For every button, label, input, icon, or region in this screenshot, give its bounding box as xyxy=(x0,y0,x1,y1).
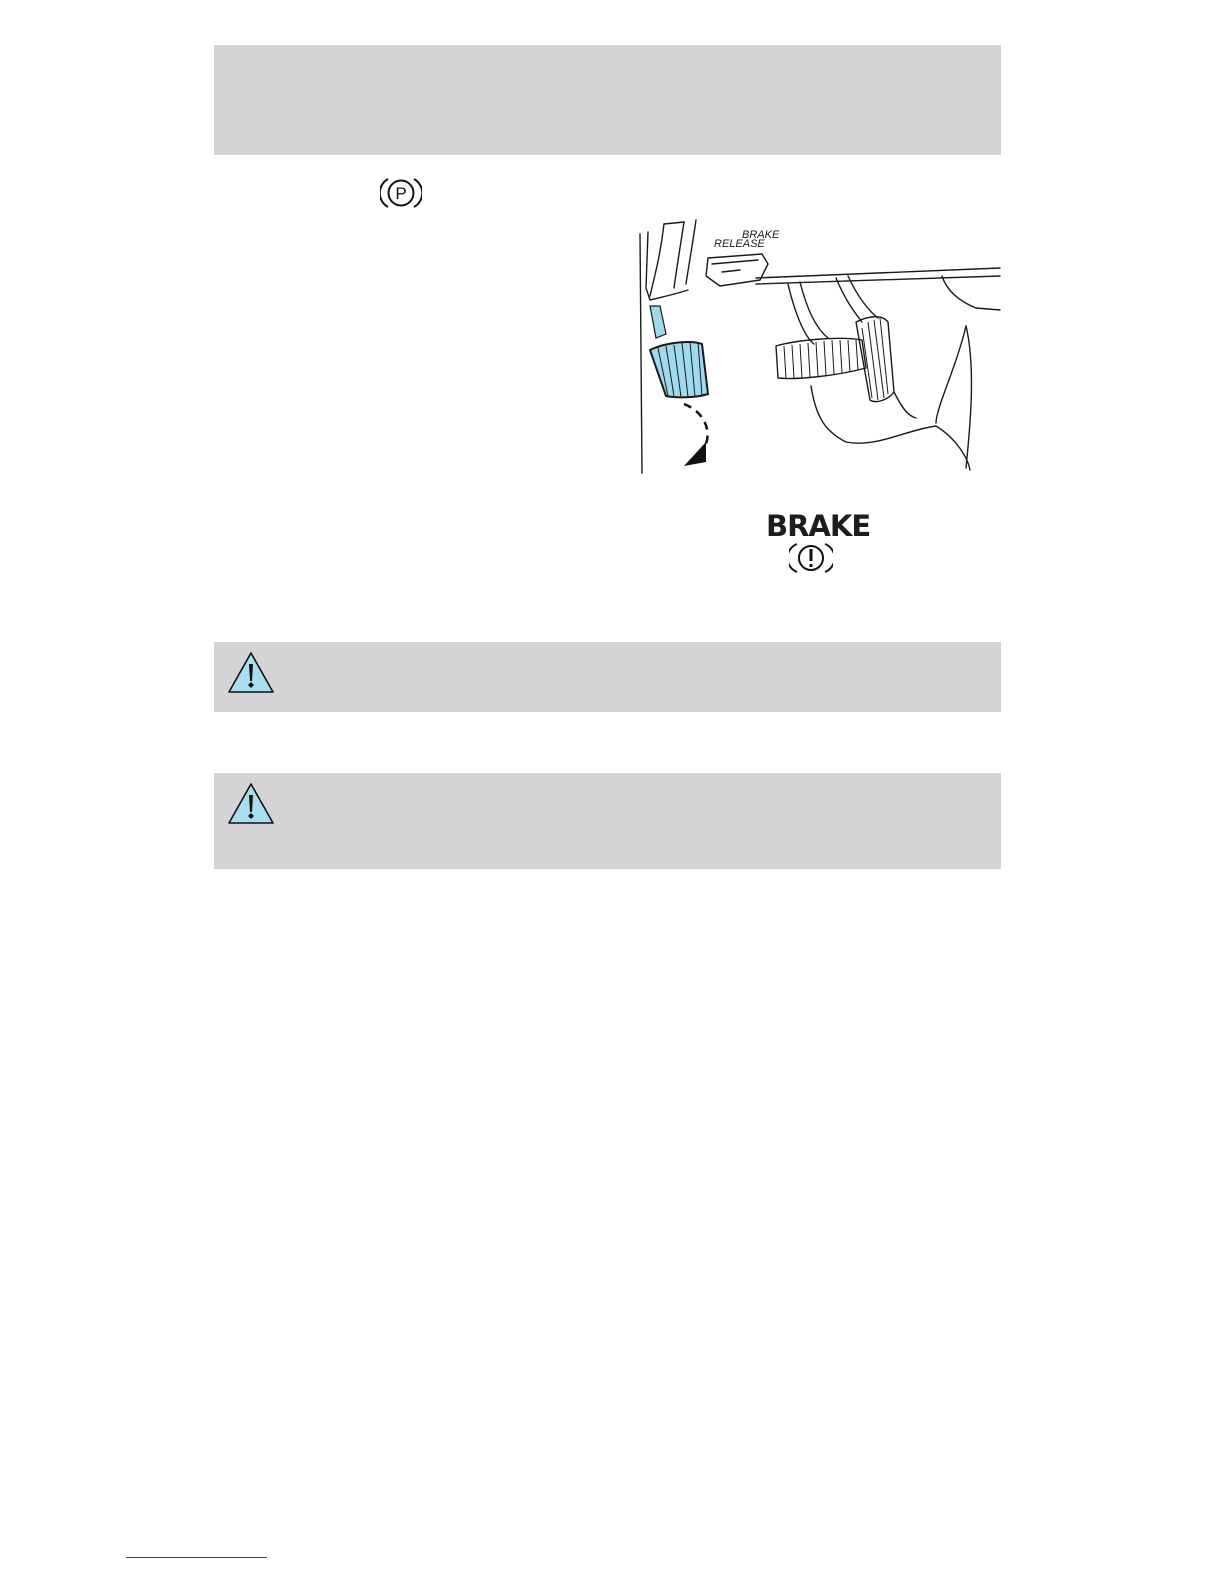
brake-warning-icon xyxy=(789,542,833,574)
brake-release-callout-line1: BRAKE xyxy=(742,229,780,241)
header-band xyxy=(214,45,1001,155)
brake-warning-label: BRAKE xyxy=(766,509,871,543)
parking-brake-illustration xyxy=(636,218,1002,476)
parking-brake-icon xyxy=(380,176,422,210)
warning-triangle-icon xyxy=(226,781,276,827)
warning-box-1 xyxy=(214,642,1001,712)
warning-triangle-icon xyxy=(226,650,276,696)
parking-brake-letter: P xyxy=(395,184,407,203)
footer-link-underline[interactable] xyxy=(126,1557,267,1558)
brake-warning-lamp xyxy=(766,509,871,576)
brake-release-callout-line2: RELEASE xyxy=(714,238,765,250)
warning-box-2 xyxy=(214,773,1001,869)
